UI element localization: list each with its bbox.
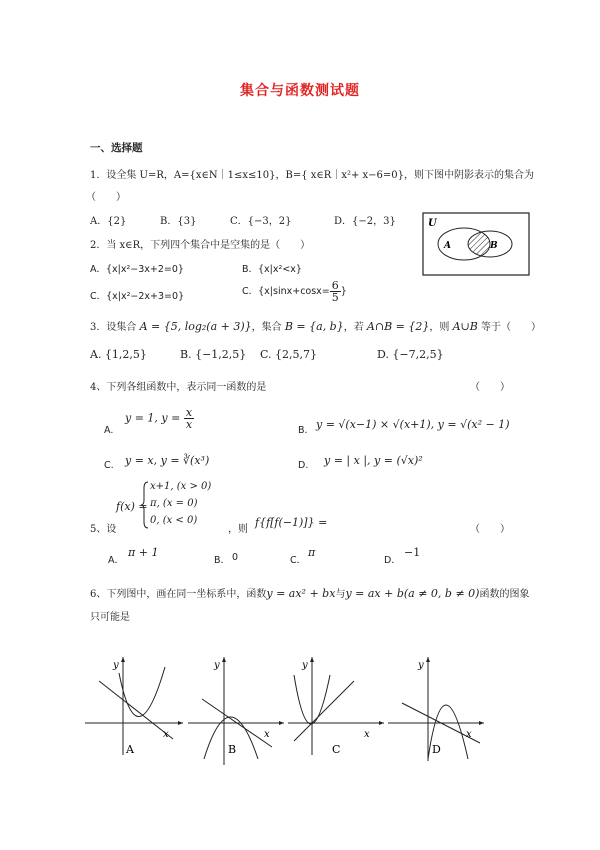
question-3-text: [90, 318, 541, 333]
question-4-paren: （ ）: [470, 382, 510, 393]
question-6-function-2: y = ax + b(a ≠ 0, b ≠ 0): [345, 587, 480, 600]
venn-label-b: B: [490, 241, 498, 251]
question-6-text: [90, 585, 529, 600]
page-title: 集合与函数测试题: [240, 83, 360, 99]
graph-a-y-label: y: [113, 660, 119, 671]
question-5-label-d: D．: [384, 555, 401, 566]
graph-a-parabola: [119, 667, 165, 717]
question-3-part-c: ，若: [343, 322, 364, 333]
question-6-part-c: 函数的图象: [479, 589, 530, 600]
question-5-value-b: 0: [232, 552, 239, 563]
question-3-set-b: B = {a, b}: [284, 320, 344, 333]
question-1-option-b: B．{3}: [160, 216, 197, 227]
graph-d: [388, 655, 488, 761]
graph-c-line: [294, 681, 354, 741]
graph-b-label: B: [228, 743, 237, 756]
question-3-union: A∪B: [452, 320, 478, 333]
question-4-option-c: y = x, y = ∛(x³): [125, 454, 210, 467]
graph-a-x-label: x: [163, 729, 169, 740]
question-2-option-d-suffix: }: [340, 286, 347, 297]
question-3-part-d: ，则: [429, 322, 450, 333]
venn-label-u: U: [428, 218, 437, 229]
question-3-option-c: C. {2,5,7}: [260, 348, 318, 361]
graph-b-x-label: x: [264, 729, 270, 740]
question-3-option-d: D. {−7,2,5}: [377, 348, 444, 361]
question-5-then: ，则: [228, 524, 248, 535]
question-3-condition: A∩B = {2}: [366, 320, 430, 333]
graph-d-label: D: [432, 743, 441, 756]
question-5-label: 5、设: [90, 524, 117, 535]
question-4-text: 4、下列各组函数中，表示同一函数的是: [90, 382, 267, 393]
graph-b: [188, 655, 288, 765]
question-2-option-b: B．{x|x²<x}: [242, 264, 302, 275]
question-3-part-b: ，集合: [251, 322, 282, 333]
question-1-text: 1．设全集 U=R，A={x∈N｜1≤x≤10}，B={ x∈R｜x²+ x−6=0}，则下图中阴影表示的集合为: [90, 170, 535, 181]
question-5-value-a: π + 1: [128, 546, 159, 559]
question-2-option-d-prefix: C．{x|sinx+cosx=: [242, 286, 330, 297]
question-5-expression: f{f[f(−1)]} =: [255, 516, 328, 529]
question-5-brace: [140, 480, 150, 530]
question-4-option-d: y = | x |, y = (√x)²: [324, 454, 423, 467]
question-5-function: f(x) =: [116, 500, 148, 513]
question-6-text-line-2: 只可能是: [90, 612, 130, 623]
question-4-option-a: [125, 407, 194, 430]
question-3-part-a: 3．设集合: [90, 322, 137, 333]
venn-diagram: [422, 212, 530, 276]
question-1-option-c: C．{−3，2}: [230, 216, 292, 227]
question-5-paren: （ ）: [470, 524, 510, 535]
question-3-option-b: B. {−1,2,5}: [180, 348, 247, 361]
question-2-text: 2．当 x∈R，下列四个集合中是空集的是（ ）: [90, 240, 311, 251]
question-4-label-b: B.: [298, 425, 308, 436]
graph-c-y-label: y: [302, 660, 308, 671]
question-4-label-c: C.: [104, 460, 114, 471]
graph-a-label: A: [126, 743, 134, 755]
question-3-part-e: 等于（ ）: [481, 322, 541, 333]
question-1-option-a: A．{2}: [90, 216, 127, 227]
question-1-option-d: D．{−2，3}: [334, 216, 396, 227]
question-4-option-a-denominator: x: [185, 418, 193, 431]
question-5-case-2: π, (x = 0): [150, 498, 198, 509]
question-6-function-1: y = ax² + bx: [266, 587, 336, 600]
graph-c-label: C: [332, 743, 341, 755]
question-5-case-3: 0, (x < 0): [150, 515, 198, 526]
question-2-option-a: A．{x|x²−3x+2=0}: [90, 264, 184, 275]
question-4-label-a: A.: [104, 425, 114, 436]
question-5-label-a: A．: [108, 555, 124, 566]
question-5-value-d: −1: [404, 546, 421, 559]
question-2-option-d-denominator: 5: [331, 291, 339, 304]
question-2-option-c: C．{x|x²−2x+3=0}: [90, 291, 185, 302]
graph-c-x-label: x: [364, 729, 370, 740]
graph-b-y-label: y: [214, 660, 220, 671]
question-1-paren: （ ）: [86, 192, 126, 203]
graph-a: [85, 655, 185, 755]
graph-a-line: [99, 681, 173, 739]
question-4-option-a-expr: y = 1, y =: [125, 411, 181, 425]
question-3-set-a: A = {5, log₂(a + 3)}: [139, 320, 252, 333]
question-4-option-b: y = √(x−1) × √(x+1), y = √(x² − 1): [316, 418, 510, 431]
venn-label-a: A: [444, 241, 451, 251]
question-5-value-c: π: [308, 546, 316, 559]
question-6-part-a: 6、下列图中，画在同一坐标系中，函数: [90, 589, 267, 600]
graph-d-x-label: x: [466, 729, 472, 740]
question-4-label-d: D.: [298, 460, 309, 471]
question-2-option-d: [242, 280, 347, 303]
section-heading: 一、选择题: [90, 142, 143, 154]
question-2-option-d-numerator: 6: [331, 279, 339, 292]
question-5-label-b: B．: [214, 555, 231, 566]
question-5-case-1: x+1, (x > 0): [150, 481, 212, 492]
question-5-label-c: C．: [290, 555, 307, 566]
question-6-part-b: 与: [335, 589, 346, 600]
question-4-option-a-numerator: x: [185, 406, 193, 419]
graph-d-y-label: y: [418, 660, 424, 671]
question-3-option-a: A. {1,2,5}: [90, 348, 147, 361]
graph-c: [288, 655, 388, 755]
